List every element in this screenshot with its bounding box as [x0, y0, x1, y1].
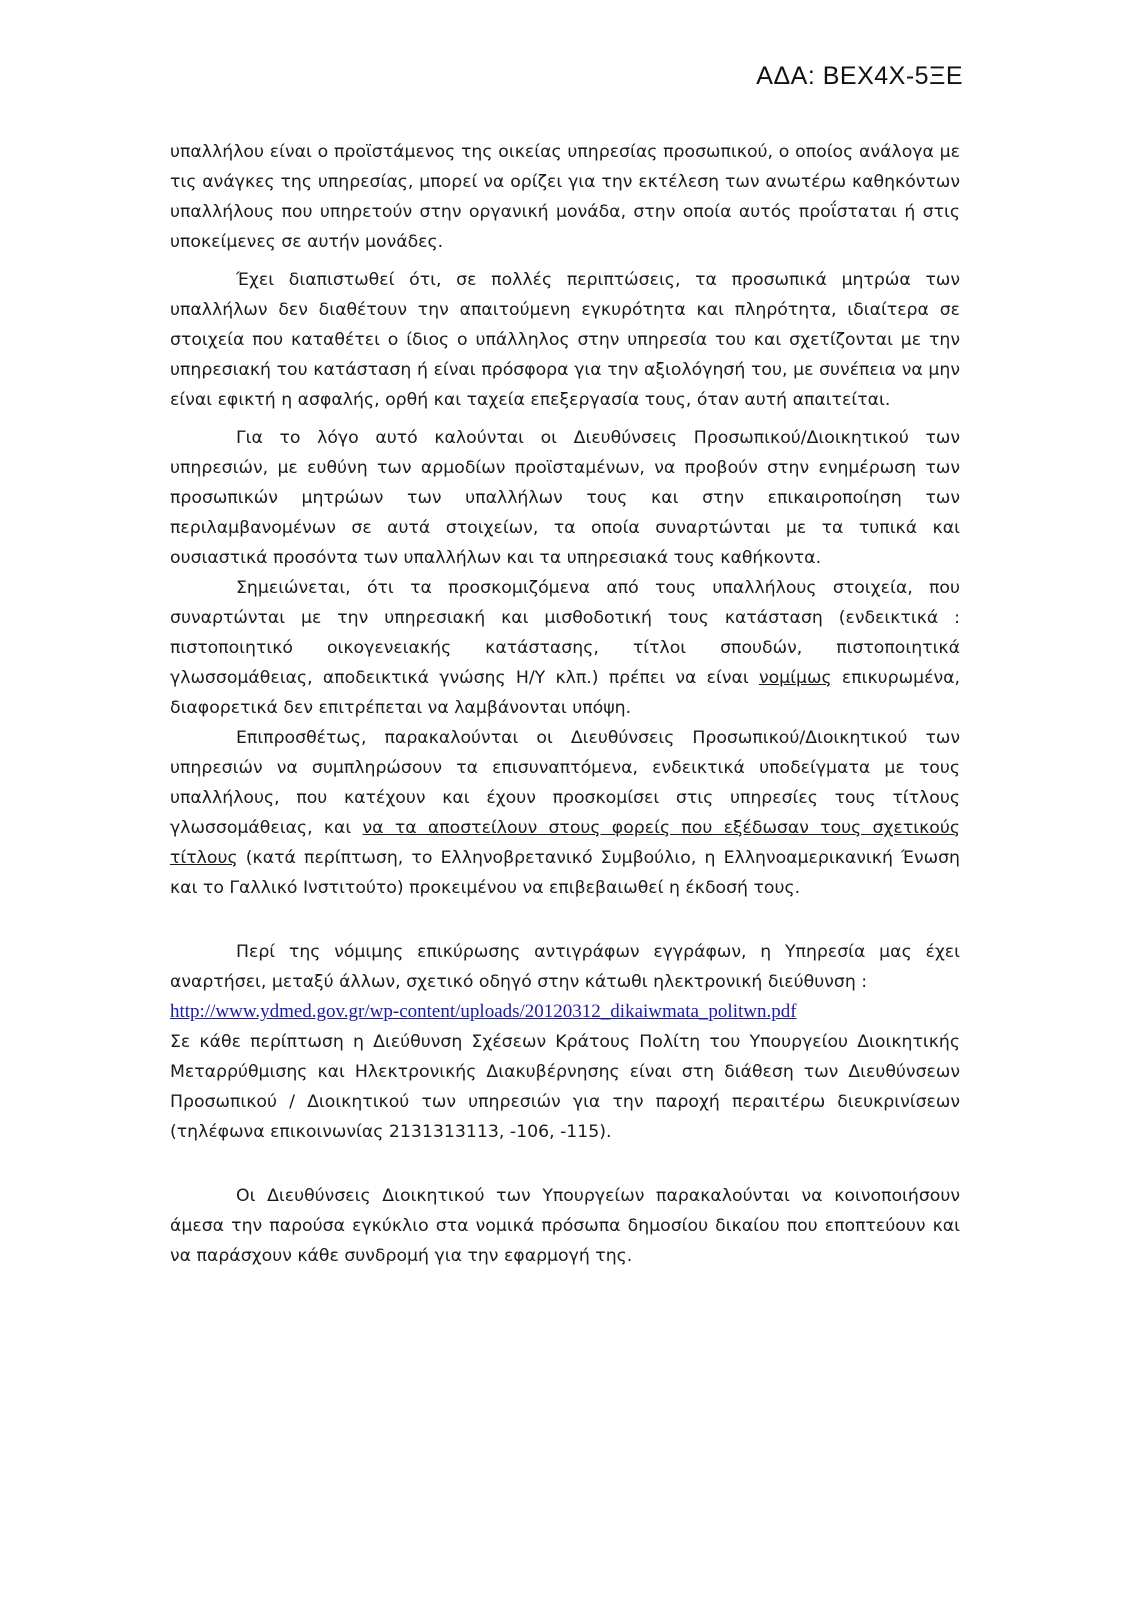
paragraph-request-update: Για το λόγο αυτό καλούνται οι Διευθύνσεις Προσωπικού/Διοικητικού των υπηρεσιών, με ευθύνη των αρμοδίων προϊσταμένων, να προβούν στην ενημέρωση των προσωπικών μητρώων των υπαλλήλων τους και στην επικαιροποίηση των περιλαμβανομένων σε αυτά στοιχείων, τα οποία συναρτώνται με τα τυπικά και ουσιαστικά προσόντα των υπαλλήλων και τα υπηρεσιακά τους καθήκοντα. [170, 428, 960, 568]
paragraph-contact: Σε κάθε περίπτωση η Διεύθυνση Σχέσεων Κράτους Πολίτη του Υπουργείου Διοικητικής Μεταρρύθμισης και Ηλεκτρονικής Διακυβέρνησης είναι στη διάθεση των Διευθύνσεων Προσωπικού / Διοικητικού των υπηρεσιών για την παροχή περαιτέρω διευκρινίσεων (τηλέφωνα επικοινωνίας 2131313113, -106, -115). [170, 1032, 960, 1142]
p5-underlined: να τα αποστείλουν στους φορείς που εξέδωσαν τους σχετικούς τίτλους [170, 818, 960, 868]
paragraph-guide: Περί της νόμιμης επικύρωσης αντιγράφων εγγράφων, η Υπηρεσία μας έχει αναρτήσει, μεταξύ άλλων, σχετικό οδηγό στην κάτωθι ηλεκτρονική διεύθυνση : [170, 942, 960, 992]
p4-text-b: επικυρωμένα, διαφορετικά δεν επιτρέπεται να λαμβάνονται υπόψη. [170, 668, 960, 718]
p5-text-b: (κατά περίπτωση, το Ελληνοβρετανικό Συμβούλιο, η Ελληνοαμερικανική Ένωση και το Γαλλικό Ινστιτούτο) προκειμένου να επιβεβαιωθεί η έκδοσή τους. [170, 848, 960, 898]
paragraph-legal-certification [170, 573, 960, 723]
p4-underlined: νομίμως [758, 668, 832, 688]
guide-link[interactable]: http://www.ydmed.gov.gr/wp-content/uploads/20120312_dikaiwmata_politwn.pdf [170, 1001, 797, 1022]
paragraph-notify-ministries: Οι Διευθύνσεις Διοικητικού των Υπουργείων παρακαλούνται να κοινοποιήσουν άμεσα την παρούσα εγκύκλιο στα νομικά πρόσωπα δημοσίου δικαίου που εποπτεύουν και να παράσχουν κάθε συνδρομή για την εφαρμογή της. [170, 1186, 960, 1266]
document-body [170, 137, 960, 1271]
p4-text-a: Σημειώνεται, ότι τα προσκομιζόμενα από τους υπαλλήλους στοιχεία, που συναρτώνται με την υπηρεσιακή και μισθοδοτική τους κατάσταση (ενδεικτικά : πιστοποιητικό οικογενειακής κατάστασης, τίτλοι σπουδών, πιστοποιητικά γλωσσομάθειας, αποδεικτικά γνώσης Η/Υ κλπ.) πρέπει να είναι [170, 578, 960, 688]
paragraph-language-titles [170, 723, 960, 903]
paragraph-findings: Έχει διαπιστωθεί ότι, σε πολλές περιπτώσεις, τα προσωπικά μητρώα των υπαλλήλων δεν διαθέτουν την απαιτούμενη εγκυρότητα και πληρότητα, ιδιαίτερα σε στοιχεία που καταθέτει ο ίδιος ο υπάλληλος στην υπηρεσία του και σχετίζονται με την υπηρεσιακή του κατάσταση ή είναι πρόσφορα για την αξιολόγησή του, με συνέπεια να μην είναι εφικτή η ασφαλής, ορθή και ταχεία επεξεργασία τους, όταν αυτή απαιτείται. [170, 270, 960, 410]
paragraph-continuation: υπαλλήλου είναι ο προϊστάμενος της οικείας υπηρεσίας προσωπικού, ο οποίος ανάλογα με τις ανάγκες της υπηρεσίας, μπορεί να ορίζει για την εκτέλεση των ανωτέρω καθηκόντων υπαλλήλους που υπηρετούν στην οργανική μονάδα, στην οποία αυτός προΐσταται ή στις υποκείμενες σε αυτήν μονάδες. [170, 142, 960, 252]
ada-code: ΑΔΑ: ΒΕΧ4Χ-5ΞΕ [756, 62, 963, 90]
p5-text-a: Επιπροσθέτως, παρακαλούνται οι Διευθύνσεις Προσωπικού/Διοικητικού των υπηρεσιών να συμπληρώσουν τα επισυναπτόμενα, ενδεικτικά υποδείγματα με τους υπαλλήλους, που κατέχουν και έχουν προσκομίσει στις υπηρεσίες τους τίτλους γλωσσομάθειας, και [170, 728, 960, 838]
